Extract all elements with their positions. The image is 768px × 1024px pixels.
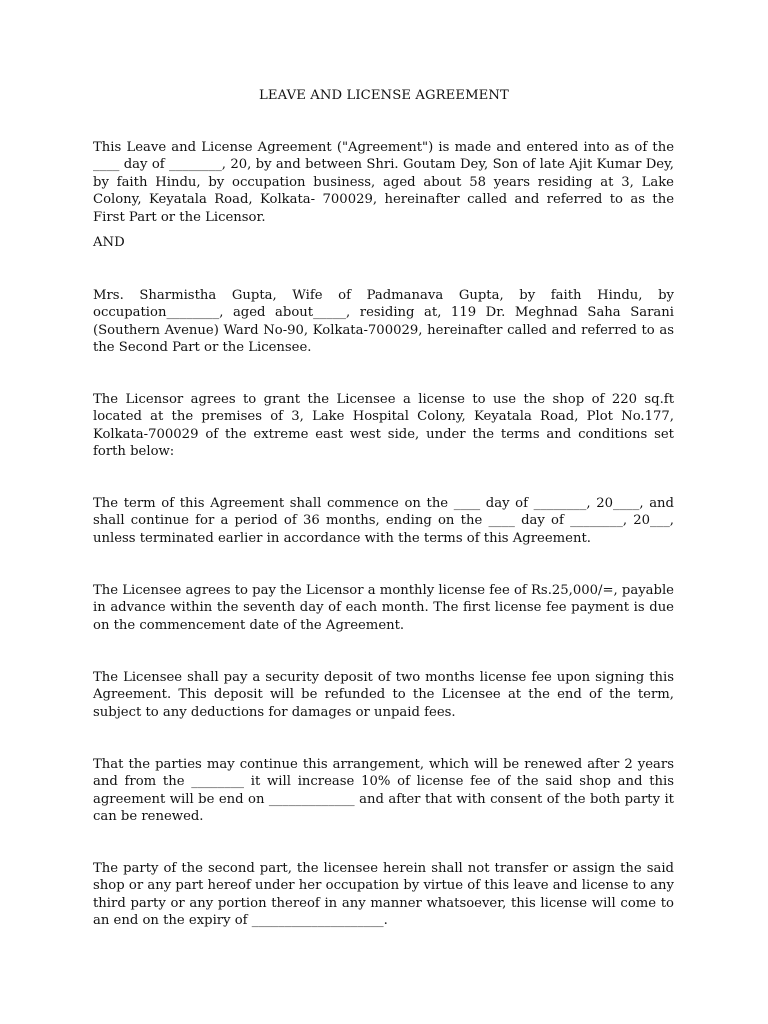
paragraph-licensor-parties: This Leave and License Agreement ("Agreement") is made and entered into as of the ____ day of ________, 20, by and between Shri. Goutam Dey, Son of late Ajit Kumar Dey, by faith Hindu, by occupation business, aged about 58 years residing at 3, Lake Colony, Keyatala Road, Kolkata- 700029, hereinafter called and referred to as the First Part or the Licensor. xyxy=(93,140,674,225)
paragraph-no-transfer: The party of the second part, the licensee herein shall not transfer or assign the said shop or any part hereof under her occupation by virtue of this leave and license to any third party or any portion thereof in any manner whatsoever, this license will come to an end on the expiry of ____________________. xyxy=(93,861,674,929)
paragraph-licensee-parties: Mrs. Sharmistha Gupta, Wife of Padmanava Gupta, by faith Hindu, by occupation________, aged about_____, residing at, 119 Dr. Meghnad Saha Sarani (Southern Avenue) Ward No-90, Kolkata-700029, hereinafter called and referred to as the Second Part or the Licensee. xyxy=(93,288,674,356)
paragraph-and: AND xyxy=(93,235,125,250)
paragraph-renewal: That the parties may continue this arrangement, which will be renewed after 2 years and from the ________ it will increase 10% of license fee of the said shop and this agreement will be end on _____________ and after that with consent of the both party it can be renewed. xyxy=(93,757,674,825)
paragraph-grant-of-license: The Licensor agrees to grant the Licensee a license to use the shop of 220 sq.ft located at the premises of 3, Lake Hospital Colony, Keyatala Road, Plot No.177, Kolkata-700029 of the extreme east west side, under the terms and conditions set forth below: xyxy=(93,392,674,460)
paragraph-license-fee: The Licensee agrees to pay the Licensor a monthly license fee of Rs.25,000/=, payable in advance within the seventh day of each month. The first license fee payment is due on the commencement date of the Agreement. xyxy=(93,583,674,633)
document-title: LEAVE AND LICENSE AGREEMENT xyxy=(259,88,509,103)
paragraph-term: The term of this Agreement shall commence on the ____ day of ________, 20____, and shall continue for a period of 36 months, ending on the ____ day of ________, 20___, unless terminated earlier in accordance with the terms of this Agreement. xyxy=(93,496,674,546)
paragraph-security-deposit: The Licensee shall pay a security deposit of two months license fee upon signing this Agreement. This deposit will be refunded to the Licensee at the end of the term, subject to any deductions for damages or unpaid fees. xyxy=(93,670,674,720)
